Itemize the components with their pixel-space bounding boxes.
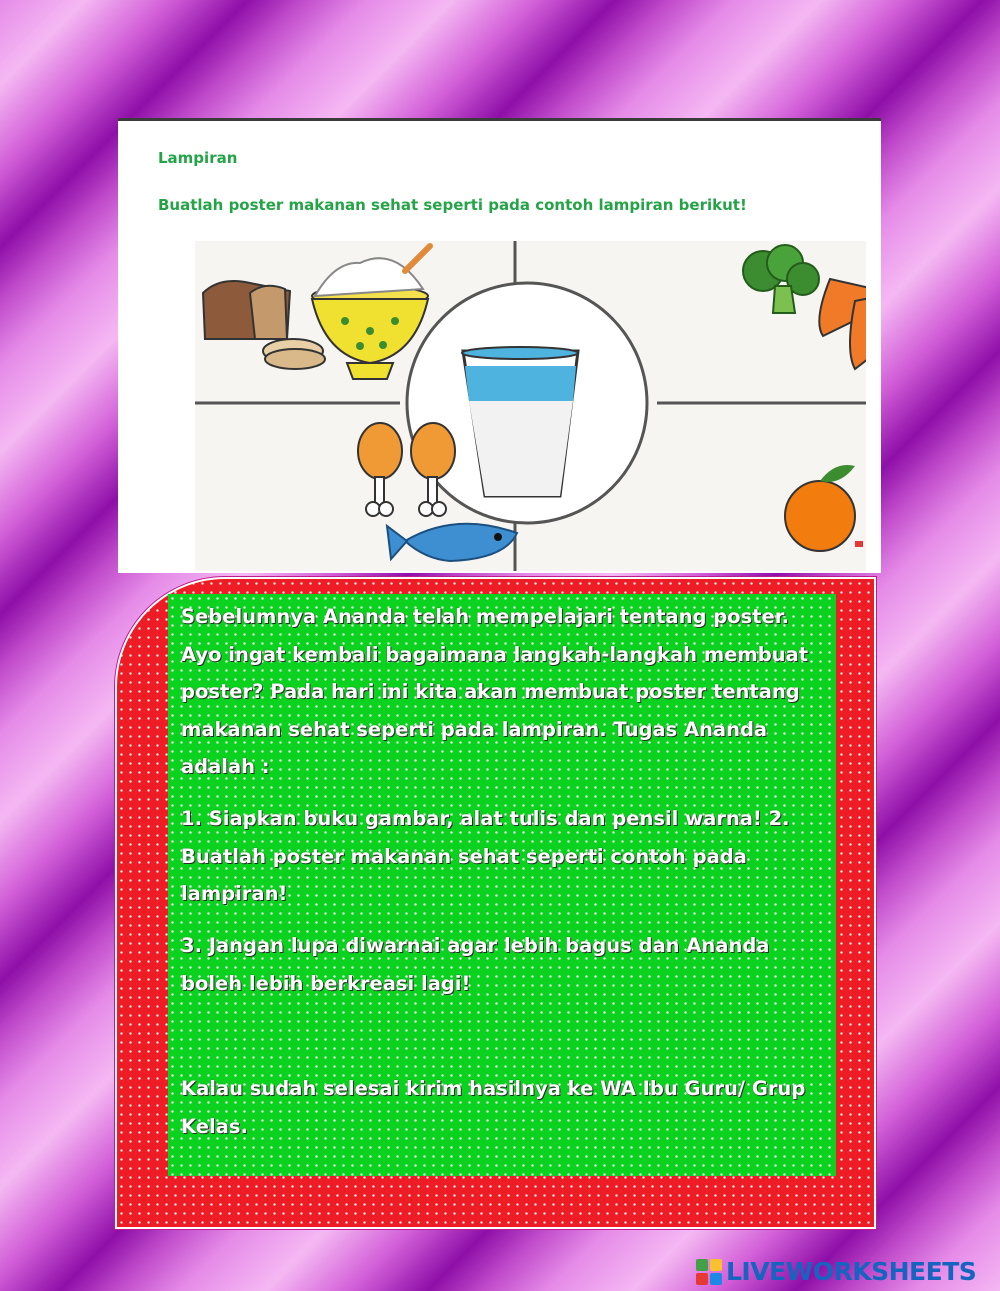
attachment-instruction: Buatlah poster makanan sehat seperti pada contoh lampiran berikut! <box>158 196 747 214</box>
attachment-heading: Lampiran <box>158 149 238 167</box>
brand-name: LIVEWORKSHEETS <box>726 1257 977 1286</box>
attachment-card <box>118 118 881 573</box>
instructions-closing: Kalau sudah selesai kirim hasilnya ke WA Ibu Guru/ Grup Kelas. <box>181 1077 806 1138</box>
instructions-intro: Sebelumnya Ananda telah mempelajari tentang poster. Ayo ingat kembali bagaimana langkah-langkah membuat poster? Pada hari ini kita akan membuat poster tentang makanan sehat seperti pada lampiran. Tugas Ananda adalah : <box>181 605 809 778</box>
video-indicator-icon <box>855 541 863 547</box>
instructions-steps-1-2: 1. Siapkan buku gambar, alat tulis dan pensil warna! 2. Buatlah poster makanan sehat seperti contoh pada lampiran! <box>181 807 790 905</box>
instruction-panel <box>168 594 836 1176</box>
liveworksheets-logo-icon <box>696 1259 722 1285</box>
healthy-food-plate-illustration <box>195 241 866 571</box>
instructions-step-3: 3. Jangan lupa diwarnai agar lebih bagus dan Ananda boleh lebih berkreasi lagi! <box>181 934 770 995</box>
liveworksheets-brand[interactable] <box>696 1256 996 1286</box>
